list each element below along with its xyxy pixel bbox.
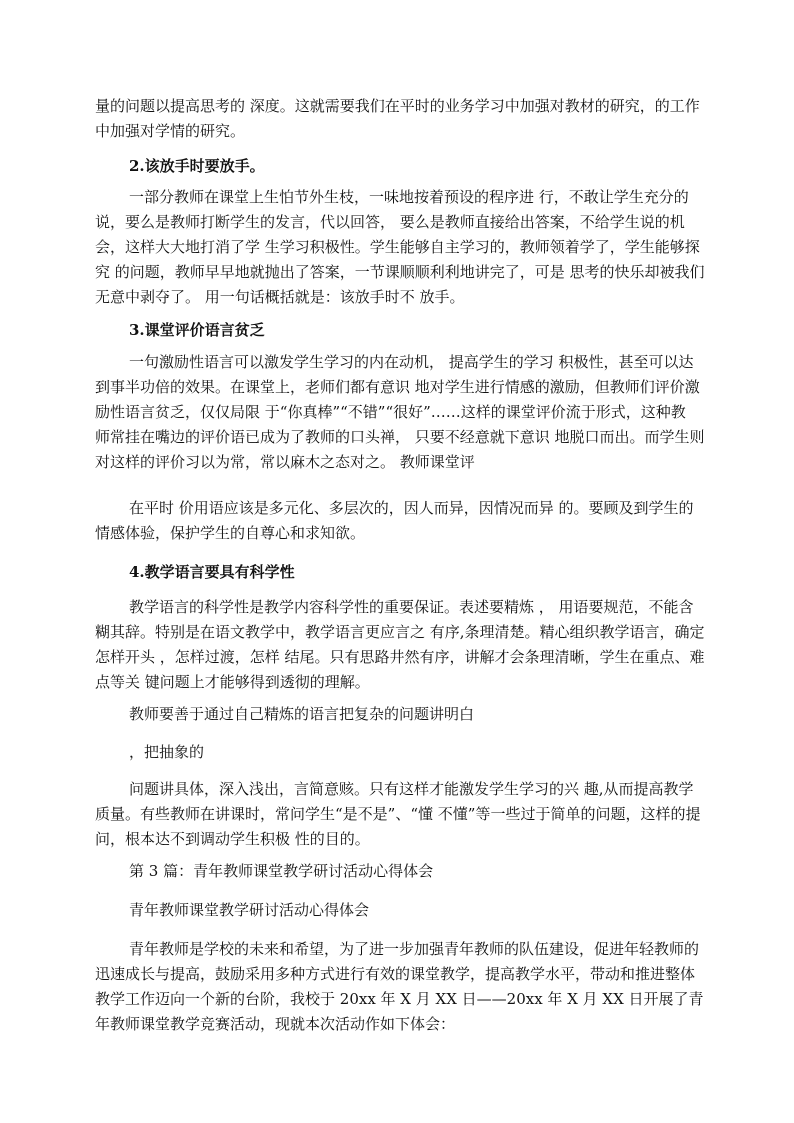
paragraph-let-go: 一部分教师在课堂上生怕节外生枝，一味地按着预设的程序进 行，不敢让学生充分的说，要么是教师打断学生的发言，代以回答， 要么是教师直接给出答案，不给学生说的机会，这样大大地打消了学 生学习积极性。学生能够自主学习的，教师领着学了，学生能够探究 的问题，教师早早地就抛出了答案，一节课顺顺利利地讲完了，可是 思考的快乐却被我们无意中剥夺了。 用一句话概括就是：该放手时不 放手。 (95, 188, 705, 306)
heading-let-go: 2.该放手时要放手。 (129, 157, 265, 175)
section-subtitle: 青年教师课堂教学研讨活动心得体会 (129, 901, 370, 919)
paragraph-abstract: ，把抽象的 (129, 743, 205, 761)
paragraph-concrete-explanation: 问题讲具体，深入浅出，言简意赅。只有这样才能激发学生学习的兴 趣,从而提高教学质量。有些教师在讲课时，常问学生“是不是”、“懂 不懂”等一些过于简单的问题，这样的提问，根本达不到调动学生积极 性的目的。 (95, 780, 701, 848)
paragraph-evaluation-language: 一句激励性语言可以激发学生学习的内在动机， 提高学生的学习 积极性，甚至可以达到事半功倍的效果。在课堂上，老师们都有意识 地对学生进行情感的激励，但教师们评价激励性语言贫乏，仅仅局限 于“你真棒”“不错”“很好”……这样的课堂评价流于形式，这种教 师常挂在嘴边的评价语已成为了教师的口头禅， 只要不经意就下意识 地脱口而出。而学生则对这样的评价习以为常，常以麻木之态对之。 教师课堂评 (95, 353, 705, 471)
paragraph-scientific-language: 教学语言的科学性是教学内容科学性的重要保证。表述要精炼 ， 用语要规范，不能含糊其辞。特别是在语文教学中，教学语言更应言之 有序,条理清楚。精心组织教学语言，确定怎样开头 ，怎样过渡，怎样 结尾。只有思路井然有序，讲解才会条理清晰，学生在重点、难点等关 键问题上才能够得到透彻的理解。 (95, 598, 705, 691)
paragraph-evaluation-continued: 在平时 价用语应该是多元化、多层次的，因人而异，因情况而异 的。要顾及到学生的情感体验，保护学生的自尊心和求知欲。 (95, 499, 694, 542)
paragraph-young-teachers: 青年教师是学校的未来和希望，为了进一步加强青年教师的队伍建设，促进年轻教师的迅速成长与提高，鼓励采用多种方式进行有效的课堂教学，提高教学水平，带动和推进整体教学工作迈向一个新的台阶，我校于 20xx 年 X 月 XX 日——20xx 年 X 月 XX 日开展了青年教师课堂教学竞赛活动，现就本次活动作如下体会： (95, 940, 704, 1033)
heading-evaluation-language: 3.课堂评价语言贫乏 (129, 321, 265, 339)
paragraph-intro-continuation: 量的问题以提高思考的 深度。这就需要我们在平时的业务学习中加强对教材的研究，的工作中加强对学情的研究。 (95, 97, 700, 140)
paragraph-simplify-problems: 教师要善于通过自己精炼的语言把复杂的问题讲明白 (129, 705, 475, 723)
section-title-part-3: 第 3 篇：青年教师课堂教学研讨活动心得体会 (129, 862, 434, 880)
heading-scientific-language: 4.教学语言要具有科学性 (129, 563, 295, 581)
